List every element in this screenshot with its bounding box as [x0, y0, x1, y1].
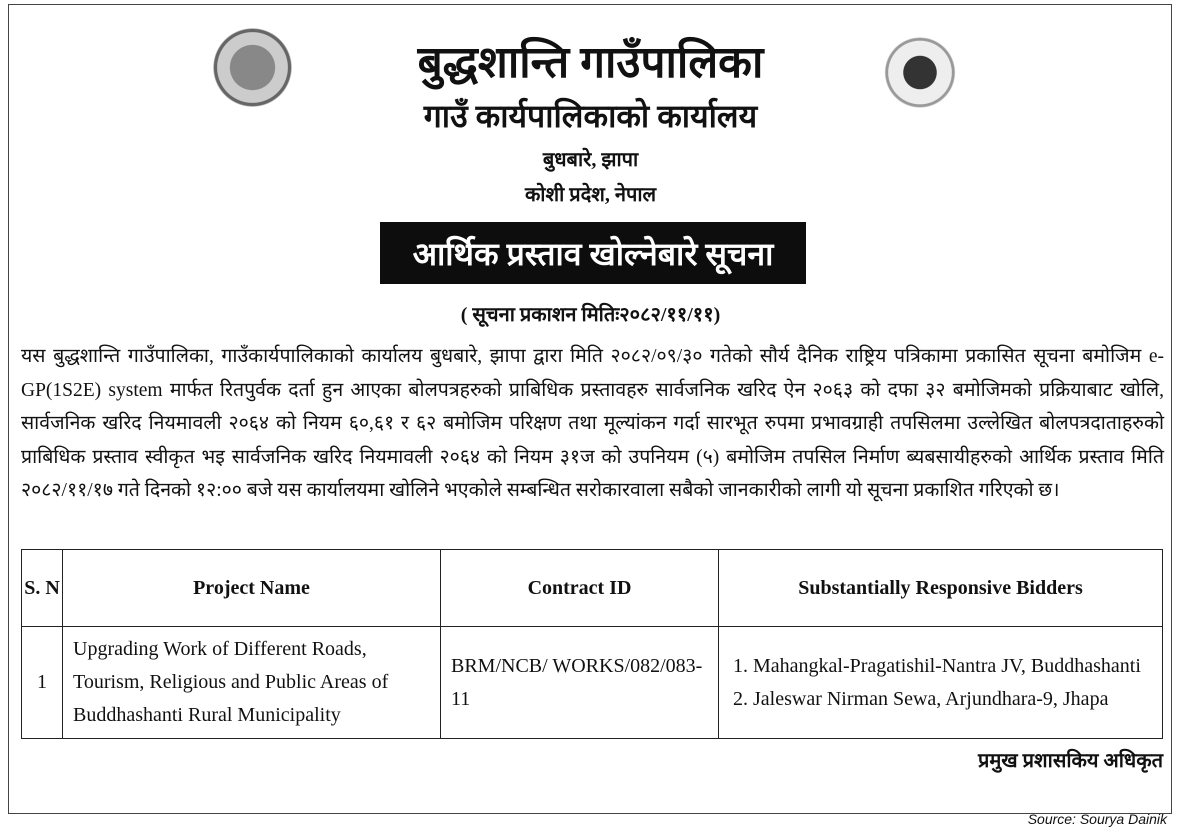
bidder-item: 1. Mahangkal-Pragatishil-Nantra JV, Buddhashanti — [753, 650, 1152, 683]
notice-body: यस बुद्धशान्ति गाउँपालिका, गाउँकार्यपालिकाको कार्यालय बुधबारे, झापा द्वारा मिति २०८२/०९/३० गतेको सौर्य दैनिक राष्ट्रिय पत्रिकामा प्रकासित सूचना बमोजिम e-GP(1S2E) system मार्फत रितपुर्वक दर्ता हुन आएका बोलपत्रहरुको प्राबिधिक प्रस्तावहरु सार्वजनिक खरिद ऐन २०६३ को दफा ३२ बमोजिमको प्रक्रियाबाट खोलि, सार्वजनिक खरिद नियमावली २०६४ को नियम ६०,६१ र ६२ बमोजिम परिक्षण तथा मूल्यांकन गर्दा सारभूत रुपमा प्रभावग्राही तपसिलमा उल्लेखित बोलपत्रदाताहरुको प्राबिधिक प्रस्ताव स्वीकृत भइ सार्वजनिक खरिद नियमावली २०६४ को नियम ३१ज को उपनियम (५) बमोजिम तपसिल निर्माण ब्यबसायीहरुको आर्थिक प्रस्ताव मिति २०८२/११/१७ गते दिनको १२:०० बजे यस कार्यालयमा खोलिने भएकोले सम्बन्धित सरोकारवाला सबैको जानकारीको लागी यो सूचना प्रकाशित गरिएको छ। — [21, 346, 1164, 501]
cell-bidders — [719, 627, 1163, 739]
source-caption: Source: Sourya Dainik — [1027, 811, 1167, 827]
office-name: गाउँ कार्यपालिकाको कार्यालय — [423, 98, 758, 134]
cell-sn: 1 — [22, 627, 63, 739]
municipality-name: बुद्धशान्ति गाउँपालिका — [417, 38, 764, 87]
cell-project: Upgrading Work of Different Roads, Tourism, Religious and Public Areas of Buddhashanti Rural Municipality — [63, 627, 441, 739]
header-project: Project Name — [63, 550, 441, 627]
bidder-item: 2. Jaleswar Nirman Sewa, Arjundhara-9, Jhapa — [753, 683, 1152, 716]
publish-date: ( सूचना प्रकाशन मितिः२०८२/११/११) — [460, 304, 721, 326]
location: बुधबारे, झापा — [542, 149, 639, 171]
signature: प्रमुख प्रशासकिय अधिकृत — [977, 750, 1163, 772]
table-header-row — [22, 550, 1163, 627]
header-sn: S. N — [22, 550, 63, 627]
notice-title: आर्थिक प्रस्ताव खोल्नेबारे सूचना — [380, 222, 806, 284]
header-contract: Contract ID — [441, 550, 719, 627]
table-row — [22, 627, 1163, 739]
cell-contract-id: BRM/NCB/ WORKS/082/083-11 — [441, 627, 719, 739]
bidders-table — [21, 549, 1163, 739]
header-bidders: Substantially Responsive Bidders — [719, 550, 1163, 627]
province: कोशी प्रदेश, नेपाल — [524, 184, 657, 206]
